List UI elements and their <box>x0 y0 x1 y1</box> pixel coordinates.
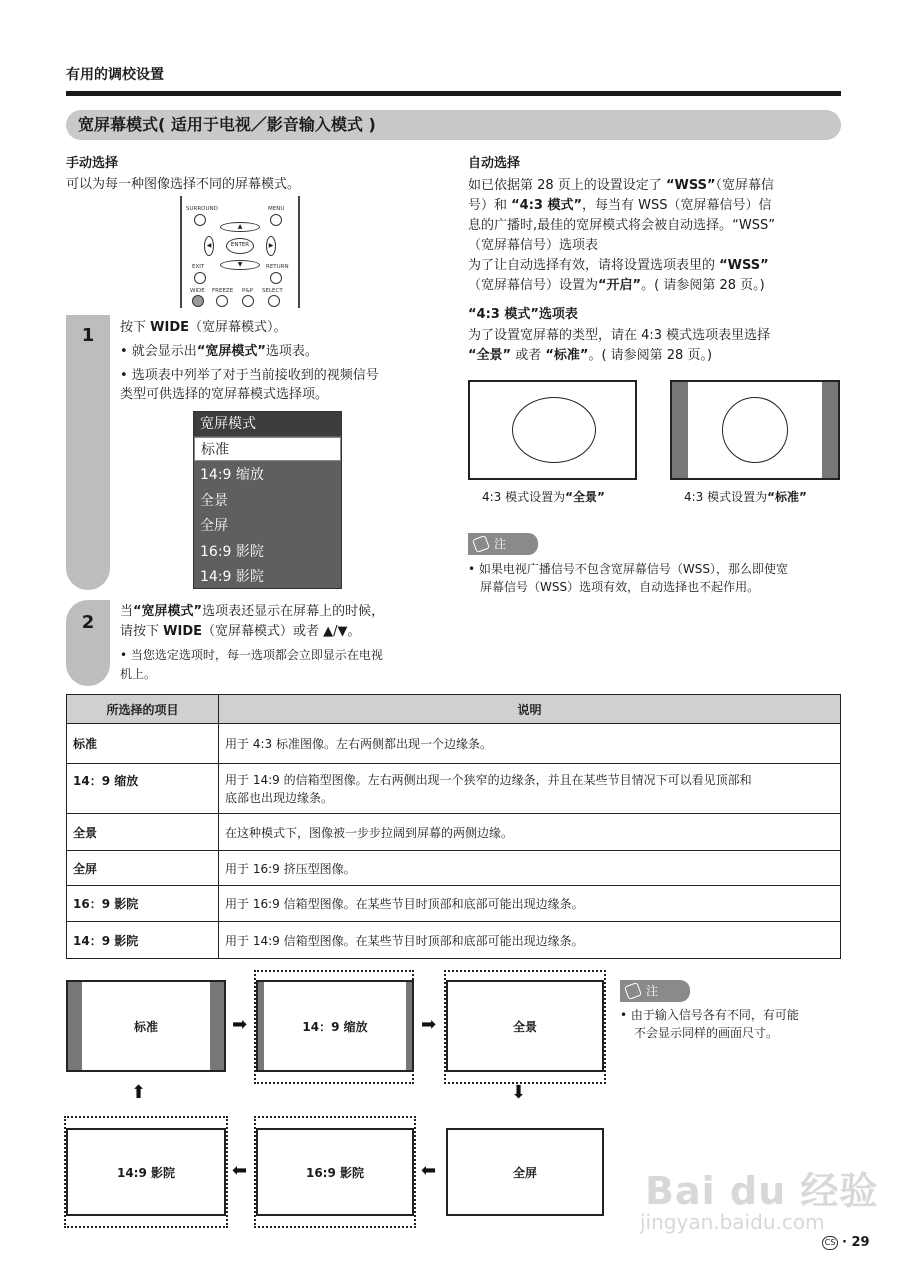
flow-box-full: 全屏 <box>446 1128 604 1216</box>
table-cell-item: 14：9 缩放 <box>67 764 219 814</box>
menu-title: 宽屏模式 <box>194 412 341 436</box>
arrow-down-icon: ▼ <box>220 260 260 270</box>
auto-line4: （宽屏幕信号）选项表 <box>468 238 599 253</box>
mode-table <box>66 694 841 959</box>
screen-panorama <box>468 380 637 480</box>
step1-bullet2-line1: • 选项表中列举了对于当前接收到的视频信号 <box>120 368 379 383</box>
arrow-up-icon: ⬆ <box>131 1082 147 1103</box>
widescreen-menu <box>193 411 342 589</box>
note1-line1: • 如果电视广播信号不包含宽屏幕信号（WSS），那么即使宽 <box>468 562 788 576</box>
table-cell-item: 全景 <box>67 814 219 851</box>
caption-standard: 4:3 模式设置为“标准” <box>684 490 807 504</box>
arrow-left-icon: ◀ <box>204 236 214 256</box>
auto-line1: 如已依据第 28 页上的设置设定了 “WSS”（宽屏幕信 <box>468 178 775 193</box>
page-number: · 29 <box>842 1235 870 1250</box>
remote-label-return: RETURN <box>266 264 289 270</box>
side-bar-left <box>68 982 82 1070</box>
flow-box-panorama: 全景 <box>446 980 604 1072</box>
cs-badge: CS <box>822 1236 838 1250</box>
watermark-url: jingyan.baidu.com <box>640 1210 825 1234</box>
section-header: 有用的调校设置 <box>66 67 164 83</box>
flow-box-149-cinema: 14:9 影院 <box>66 1128 226 1216</box>
mode43-line1: 为了设置宽屏幕的类型，请在 4:3 模式选项表里选择 <box>468 328 771 343</box>
circle-shape <box>722 397 788 463</box>
flow-box-149-zoom: 14：9 缩放 <box>256 980 414 1072</box>
exit-button-icon <box>194 272 206 284</box>
table-row <box>67 724 841 764</box>
note2-line1: • 由于输入信号各有不同，有可能 <box>620 1008 799 1022</box>
side-bar-right <box>210 982 224 1070</box>
arrow-right-icon: ➡ <box>232 1014 248 1035</box>
side-bar-right <box>822 382 838 478</box>
note2-tag <box>620 980 690 1002</box>
pp-button-icon <box>242 295 254 307</box>
remote-label-pp: P&P <box>242 288 253 294</box>
table-cell-desc: 在这种模式下，图像被一步步拉阔到屏幕的两侧边缘。 <box>219 814 841 851</box>
menu-item-169-cinema[interactable]: 16:9 影院 <box>200 544 264 560</box>
surround-button-icon <box>194 214 206 226</box>
side-bar-right <box>406 982 412 1070</box>
arrow-down-icon: ⬇ <box>511 1082 527 1103</box>
watermark-logo: Bai du 经验 <box>645 1169 879 1213</box>
arrow-left-icon: ⬅ <box>232 1160 248 1181</box>
remote-illustration <box>180 196 300 308</box>
note-label: 注 <box>494 537 507 551</box>
auto-heading: 自动选择 <box>468 156 521 171</box>
note-icon <box>624 982 642 1000</box>
side-bar-left <box>258 982 264 1070</box>
caption-panorama: 4:3 模式设置为“全景” <box>482 490 605 504</box>
note-tag <box>468 533 538 555</box>
step1-bullet1: • 就会显示出“宽屏模式”选项表。 <box>120 344 318 359</box>
step2-number: 2 <box>81 612 95 633</box>
step1-bullet2-line2: 类型可供选择的宽屏幕模式选择项。 <box>120 387 329 402</box>
table-cell-desc: 用于 16:9 挤压型图像。 <box>219 851 841 886</box>
table-row <box>67 814 841 851</box>
remote-label-freeze: FREEZE <box>212 288 234 294</box>
step2-line1: 当“宽屏模式”选项表还显示在屏幕上的时候， <box>120 604 385 619</box>
arrow-left-icon: ⬅ <box>421 1160 437 1181</box>
auto-line3: 息的广播时,最佳的宽屏模式将会被自动选择。“WSS” <box>468 218 775 233</box>
table-cell-desc: 用于 14:9 信箱型图像。在某些节目时顶部和底部可能出现边缘条。 <box>219 922 841 959</box>
remote-label-exit: EXIT <box>192 264 205 270</box>
auto-line2: 号）和 “4:3 模式”，每当有 WSS（宽屏幕信号）信 <box>468 198 772 213</box>
table-cell-item: 16：9 影院 <box>67 886 219 922</box>
step2-tab <box>66 600 110 686</box>
menu-item-panorama[interactable]: 全景 <box>200 493 228 509</box>
menu-item-149-cinema[interactable]: 14:9 影院 <box>200 569 264 585</box>
enter-button-icon: ENTER <box>226 238 254 254</box>
side-bar-left <box>672 382 688 478</box>
table-cell-desc: 用于 14:9 的信箱型图像。左右两侧出现一个狭窄的边缘条，并且在某些节目情况下可以看见顶部和 底部也出现边缘条。 <box>219 764 841 814</box>
remote-label-surround: SURROUND <box>186 206 218 212</box>
step1-number: 1 <box>81 325 95 346</box>
step2-bullet-line2: 机上。 <box>120 667 157 681</box>
remote-label-menu: MENU <box>268 206 285 212</box>
step1-instruction: 按下 WIDE（宽屏幕模式）。 <box>120 320 287 335</box>
menu-button-icon <box>270 214 282 226</box>
step2-line2: 请按下 WIDE（宽屏幕模式）或者 ▲/▼。 <box>120 624 361 639</box>
table-cell-desc: 用于 16:9 信箱型图像。在某些节目时顶部和底部可能出现边缘条。 <box>219 886 841 922</box>
table-header-desc: 说明 <box>219 695 841 724</box>
mode43-line2: “全景” 或者 “标准”。( 请参阅第 28 页。) <box>468 348 713 363</box>
table-header-item: 所选择的项目 <box>67 695 219 724</box>
auto-line6: （宽屏幕信号）设置为“开启”。( 请参阅第 28 页。) <box>468 278 765 293</box>
circle-shape <box>512 397 596 463</box>
table-row <box>67 851 841 886</box>
step2-bullet-line1: • 当您选定选项时，每一选项都会立即显示在电视 <box>120 648 383 662</box>
menu-item-standard[interactable]: 标准 <box>194 437 341 461</box>
remote-label-wide: WIDE <box>190 288 205 294</box>
flow-box-169-cinema: 16:9 影院 <box>256 1128 414 1216</box>
table-row <box>67 922 841 959</box>
arrow-right-icon: ➡ <box>421 1014 437 1035</box>
note2-label: 注 <box>646 984 659 998</box>
manual-heading: 手动选择 <box>66 156 119 171</box>
table-row <box>67 764 841 814</box>
menu-item-full[interactable]: 全屏 <box>200 518 228 534</box>
table-cell-item: 14：9 影院 <box>67 922 219 959</box>
table-cell-desc: 用于 4:3 标准图像。左右两侧都出现一个边缘条。 <box>219 724 841 764</box>
page-title: 宽屏幕模式( 适用于电视／影音输入模式 ) <box>66 110 841 140</box>
note2-line2: 不会显示同样的画面尺寸。 <box>634 1026 779 1040</box>
note1-line2: 屏幕信号（WSS）选项有效，自动选择也不起作用。 <box>480 580 760 594</box>
note-icon <box>472 535 490 553</box>
wide-button-icon <box>192 295 204 307</box>
remote-label-select: SELECT <box>262 288 283 294</box>
mode43-heading: “4:3 模式”选项表 <box>468 307 578 322</box>
screen-standard <box>670 380 840 480</box>
top-divider <box>66 91 841 96</box>
table-cell-item: 标准 <box>67 724 219 764</box>
arrow-right-icon: ▶ <box>266 236 276 256</box>
auto-line5: 为了让自动选择有效，请将设置选项表里的 “WSS” <box>468 258 769 273</box>
step1-tab <box>66 315 110 590</box>
arrow-up-icon: ▲ <box>220 222 260 232</box>
select-button-icon <box>268 295 280 307</box>
table-row <box>67 886 841 922</box>
menu-item-149-zoom[interactable]: 14:9 缩放 <box>200 467 264 483</box>
flow-box-standard: 标准 <box>66 980 226 1072</box>
return-button-icon <box>270 272 282 284</box>
table-cell-item: 全屏 <box>67 851 219 886</box>
freeze-button-icon <box>216 295 228 307</box>
manual-intro: 可以为每一种图像选择不同的屏幕模式。 <box>66 177 301 192</box>
